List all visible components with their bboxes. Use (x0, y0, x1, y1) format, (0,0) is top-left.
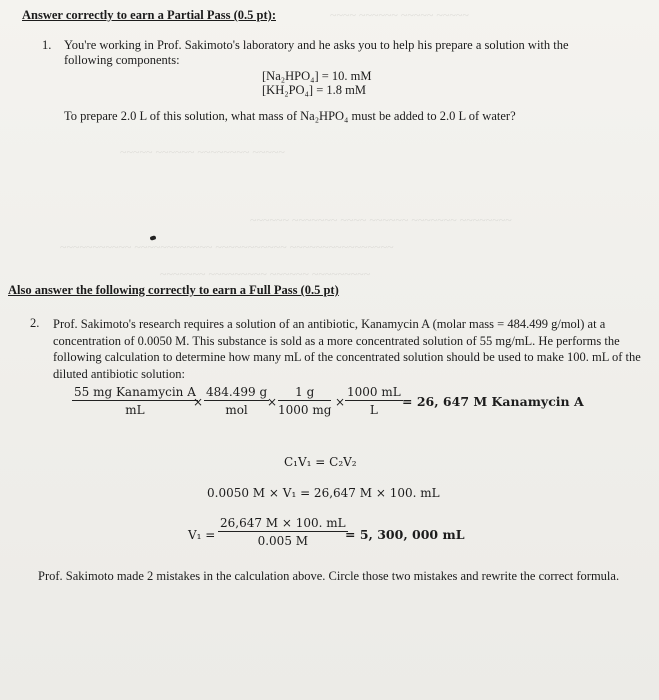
concentration-na2hpo4: [Na₂HPO₄] = 10. mM (262, 69, 372, 83)
fraction-denominator: mol (225, 403, 248, 417)
fraction-numerator: 484.499 g (206, 385, 268, 399)
fraction-volume-conversion (345, 385, 403, 417)
bleed-through: ~~~~~~~ ~~~~~~~~~ ~~~~~~ ~~~~~~~~~ (160, 267, 371, 281)
fraction-numerator: 1000 mL (347, 385, 401, 399)
question-1-prompt: To prepare 2.0 L of this solution, what mass of Na₂HPO₄ must be added to 2.0 L of water? (64, 109, 516, 123)
times-operator: × (267, 395, 278, 409)
fraction-denominator: mL (125, 403, 145, 417)
fraction-denominator: 1000 mg (278, 403, 332, 417)
v1-label: V₁ = (188, 528, 216, 542)
bleed-through: ~~~~~~~~~~~ ~~~~~~~~~~~~ ~~~~~~~~~~~ ~~~~~~~~~~~~~~~~ (60, 240, 394, 254)
fraction-molar-mass (204, 385, 269, 417)
question-1-text: You're working in Prof. Sakimoto's laboratory and he asks you to help his prepare a solution with the following components: (64, 38, 569, 67)
times-operator: × (335, 395, 346, 409)
fraction-denominator: L (369, 403, 378, 417)
bleed-through: ~~~~~ ~~~~~~ ~~~~~~~~ ~~~~~ (120, 145, 285, 159)
calculation-result: = 26, 647 M Kanamycin A (402, 394, 584, 409)
times-operator: × (193, 395, 204, 409)
v1-result: = 5, 300, 000 mL (345, 527, 465, 542)
fraction-denominator: 0.005 M (257, 534, 309, 548)
concentration-kh2po4: [KH₂PO₄] = 1.8 mM (262, 83, 366, 97)
fraction-gram-conversion (278, 385, 331, 417)
fraction-numerator: 55 mg Kanamycin A (74, 385, 196, 399)
partial-pass-header: Answer correctly to earn a Partial Pass (0.5 pt): (22, 8, 276, 22)
bleed-through: ~~~~ ~~~~~~ ~~~~~ ~~~~~ (330, 8, 469, 22)
fraction-v1 (218, 516, 348, 548)
bleed-through: ~~~~~~ ~~~~~~~ ~~~~ ~~~~~~ ~~~~~~~ ~~~~~~~~ (250, 213, 512, 227)
question-2-instruction: Prof. Sakimoto made 2 mistakes in the calculation above. Circle those two mistakes and rewrite the correct formula. (38, 569, 620, 583)
fraction-concentration (72, 385, 198, 417)
question-2-number: 2. (30, 316, 40, 330)
dilution-substitution: 0.0050 M × V₁ = 26,647 M × 100. mL (207, 486, 440, 500)
fraction-numerator: 26,647 M × 100. mL (220, 516, 346, 530)
fraction-numerator: 1 g (278, 385, 331, 401)
question-1-number: 1. (42, 38, 52, 52)
dilution-equation: C₁V₁ = C₂V₂ (284, 455, 357, 469)
question-2-text: Prof. Sakimoto's research requires a solution of an antibiotic, Kanamycin A (molar mass = 484.499 g/mol) at a concentration of 0.0050 M. This substance is sold as a more concentrated solution of 55 mg/mL. He performs the following calculation to determine how many mL of the concentrated solution should be used to make 100. mL of the diluted antibiotic solution: (53, 317, 641, 381)
full-pass-header: Also answer the following correctly to earn a Full Pass (0.5 pt) (8, 283, 339, 297)
